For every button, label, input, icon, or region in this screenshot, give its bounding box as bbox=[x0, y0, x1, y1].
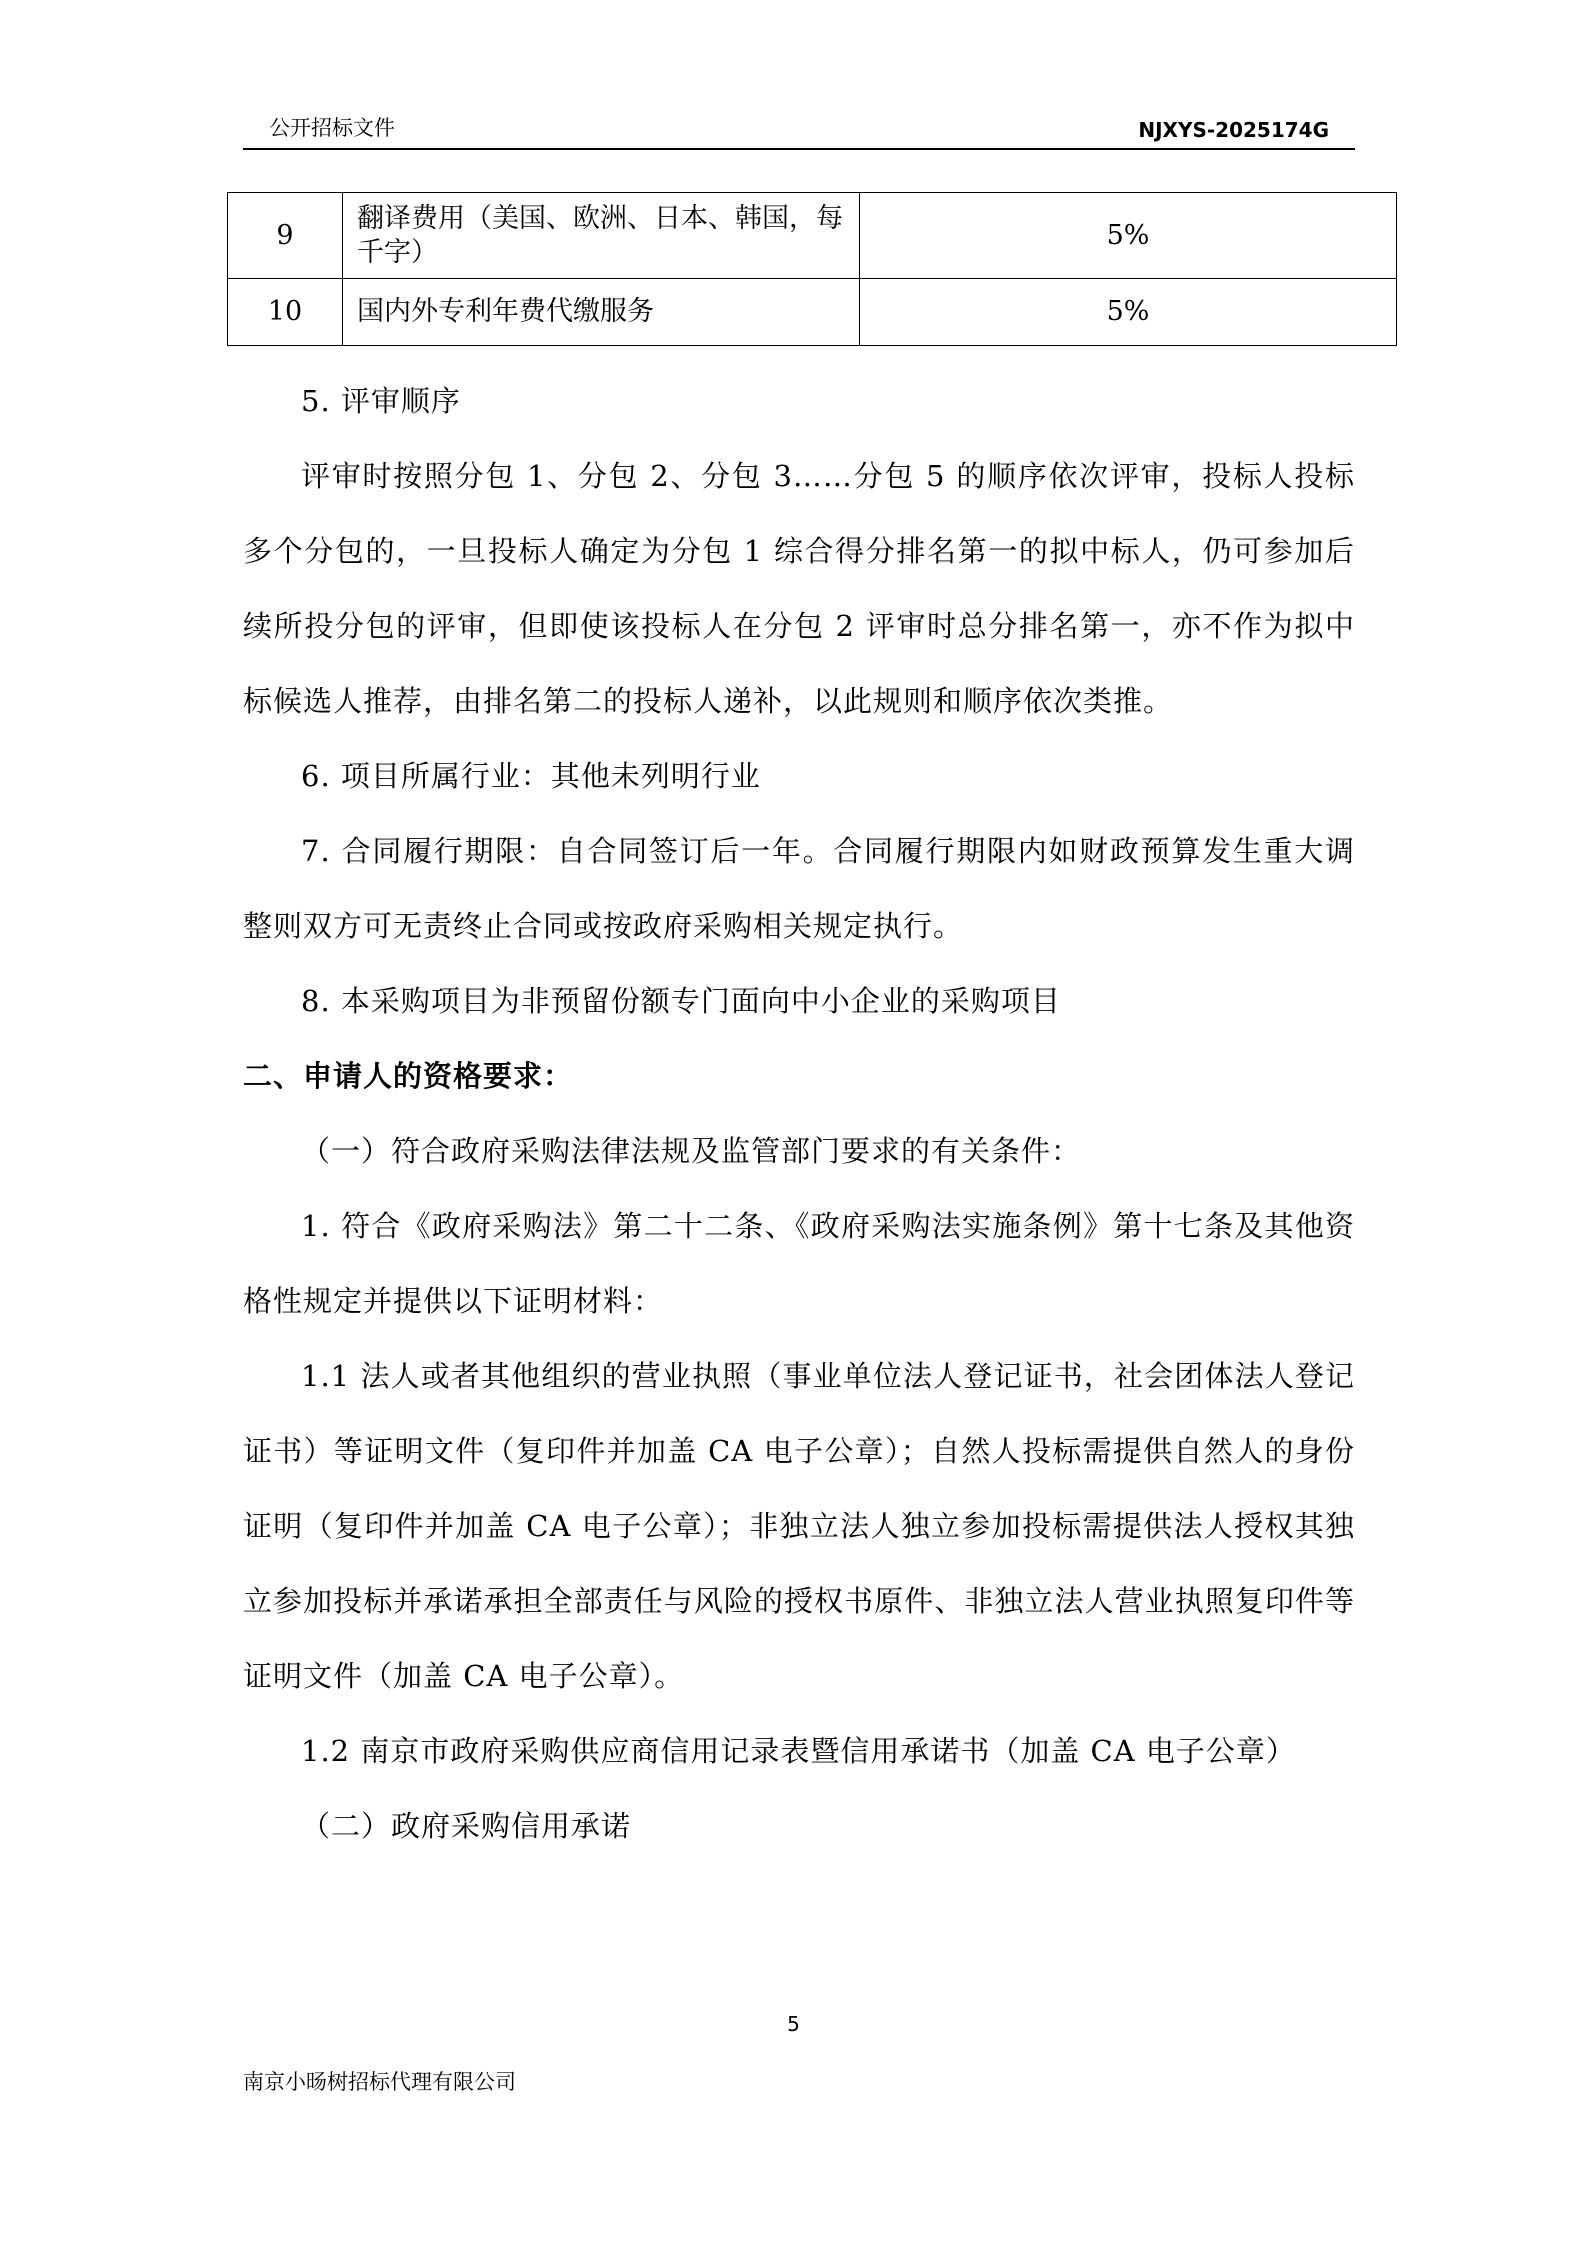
paragraph-contract-term: 7. 合同履行期限：自合同签订后一年。合同履行期限内如财政预算发生重大调整则双方可无责终止合同或按政府采购相关规定执行。 bbox=[243, 834, 1355, 943]
table-row bbox=[228, 279, 1397, 346]
header-project-code: NJXYS-2025174G bbox=[1138, 118, 1329, 142]
paragraph-item-1: 1. 符合《政府采购法》第二十二条、《政府采购法实施条例》第十七条及其他资格性规定并提供以下证明材料： bbox=[243, 1209, 1355, 1318]
row-item: 翻译费用（美国、欧洲、日本、韩国，每千字） bbox=[343, 193, 860, 279]
paragraph-item-1-1: 1.1 法人或者其他组织的营业执照（事业单位法人登记证书，社会团体法人登记证书）等证明文件（复印件并加盖 CA 电子公章）；自然人投标需提供自然人的身份证明（复印件并加盖 CA 电子公章）；非独立法人独立参加投标需提供法人授权其独立参加投标并承诺承担全部责任与风险的授权书原件、非独立法人营业执照复印件等证明文件（加盖 CA 电子公章）。 bbox=[243, 1359, 1355, 1693]
paragraph-sub-two: （二）政府采购信用承诺 bbox=[301, 1809, 632, 1843]
fee-rate-table bbox=[227, 192, 1397, 346]
paragraph-industry: 6. 项目所属行业：其他未列明行业 bbox=[301, 759, 761, 793]
row-item: 国内外专利年费代缴服务 bbox=[343, 279, 860, 346]
header-doc-type: 公开招标文件 bbox=[269, 116, 395, 140]
row-rate: 5% bbox=[860, 279, 1397, 346]
table-row bbox=[228, 193, 1397, 279]
page-header bbox=[243, 114, 1355, 150]
page-footer-company: 南京小旸树招标代理有限公司 bbox=[243, 2070, 516, 2094]
paragraph-review-order-title: 5. 评审顺序 bbox=[301, 384, 461, 418]
row-rate: 5% bbox=[860, 193, 1397, 279]
section-heading-qualifications: 二、申请人的资格要求： bbox=[243, 1059, 574, 1093]
row-number: 10 bbox=[228, 279, 343, 346]
row-number: 9 bbox=[228, 193, 343, 279]
paragraph-sme: 8. 本采购项目为非预留份额专门面向中小企业的采购项目 bbox=[301, 984, 1061, 1018]
paragraph-sub-one: （一）符合政府采购法律法规及监管部门要求的有关条件： bbox=[301, 1134, 1082, 1168]
paragraph-item-1-2: 1.2 南京市政府采购供应商信用记录表暨信用承诺书（加盖 CA 电子公章） bbox=[301, 1734, 1296, 1768]
document-body bbox=[243, 364, 1355, 1864]
page-number: 5 bbox=[787, 2012, 800, 2036]
paragraph-review-order: 评审时按照分包 1、分包 2、分包 3……分包 5 的顺序依次评审，投标人投标多个分包的，一旦投标人确定为分包 1 综合得分排名第一的拟中标人，仍可参加后续所投分包的评审，但即使该投标人在分包 2 评审时总分排名第一，亦不作为拟中标候选人推荐，由排名第二的投标人递补，以此规则和顺序依次类推。 bbox=[243, 459, 1355, 718]
